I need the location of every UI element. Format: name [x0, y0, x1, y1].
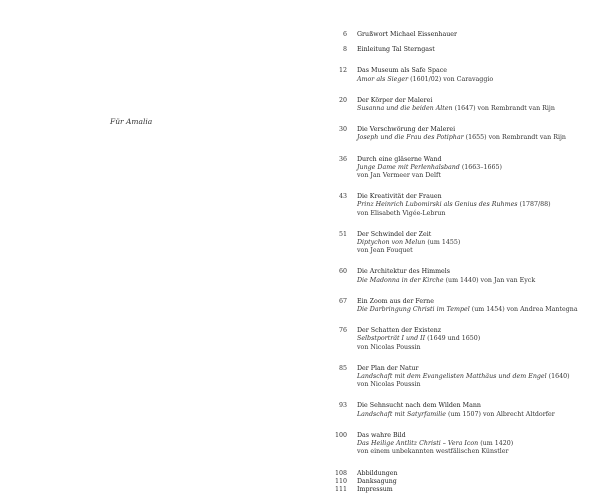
toc-work-detail: (1655) von Rembrandt van Rijn	[463, 134, 566, 142]
toc-title: Abbildungen	[357, 469, 398, 477]
toc-title: Einleitung Tal Sterngast	[357, 46, 435, 54]
toc-work-detail: (um 1507) von Albrecht Altdorfer	[445, 410, 555, 418]
toc-page-number: 60	[338, 268, 347, 276]
toc-entry	[314, 31, 589, 39]
toc-work-detail: (1787/88)	[517, 201, 551, 209]
toc-title: Danksagung	[357, 477, 397, 485]
toc-work-detail: (um 1454) von Andrea Mantegna	[469, 306, 578, 314]
toc-page-number: 93	[338, 402, 347, 410]
toc-page-number: 30	[338, 126, 347, 134]
toc-entry	[314, 126, 589, 142]
toc-work-detail: (um 1420)	[478, 440, 514, 448]
toc-title: Impressum	[357, 485, 393, 493]
toc-work-title: Susanna und die beiden Alten	[357, 105, 453, 113]
toc-entry	[314, 46, 589, 54]
toc-page-number: 110	[334, 477, 347, 485]
toc-work-detail: (um 1455)	[425, 239, 461, 247]
toc-page-number: 12	[338, 67, 347, 75]
toc-page-number: 108	[334, 469, 347, 477]
toc-page-number: 85	[338, 364, 347, 372]
toc-page-number: 20	[338, 96, 347, 104]
toc-artist: von Jan Vermeer van Delft	[357, 172, 441, 180]
toc-work-title: Prinz Heinrich Lubomirski als Genius des Ruhmes	[357, 201, 518, 209]
toc-appendix-entry	[314, 470, 589, 478]
toc-appendix-entry	[314, 478, 589, 486]
toc-artist: von Elisabeth Vigée-Lebrun	[357, 209, 446, 217]
toc-work-detail: (1663–1665)	[459, 163, 502, 171]
toc-title: Durch eine gläserne Wand	[357, 155, 442, 163]
toc-page-number: 76	[338, 327, 347, 335]
toc-title: Das Museum als Safe Space	[357, 67, 448, 75]
toc-title: Die Verschwörung der Malerei	[357, 126, 456, 134]
toc-work-title: Landschaft mit Satyrfamilie	[357, 410, 446, 418]
toc-title: Der Körper der Malerei	[357, 96, 433, 104]
toc-work-detail: (1601/02) von Caravaggio	[408, 75, 494, 83]
dedication: Für Amalia	[110, 117, 153, 126]
toc-title: Die Sehnsucht nach dem Wilden Mann	[357, 402, 481, 410]
toc-title: Grußwort Michael Eissenhauer	[357, 31, 458, 38]
toc-entry	[314, 432, 589, 457]
toc-page-number: 6	[342, 31, 347, 38]
toc-page-number: 111	[334, 485, 347, 493]
toc-entry	[314, 231, 589, 256]
toc-title: Die Kreativität der Frauen	[357, 193, 442, 201]
toc-title: Ein Zoom aus der Ferne	[357, 297, 434, 305]
table-of-contents	[314, 31, 589, 494]
toc-title: Der Schwindel der Zeit	[357, 230, 432, 238]
toc-work-title: Diptychon von Melun	[357, 239, 426, 247]
toc-work-title: Amor als Sieger	[357, 75, 409, 83]
toc-entry	[314, 327, 589, 352]
toc-page-number: 36	[338, 155, 347, 163]
toc-artist: von Nicolas Poussin	[357, 381, 421, 389]
toc-artist: von Jean Fouquet	[357, 247, 413, 255]
toc-page-number: 100	[334, 431, 347, 439]
toc-work-title: Selbstporträt I und II	[357, 335, 426, 343]
toc-work-title: Landschaft mit dem Evangelisten Matthäus und dem Engel	[357, 373, 547, 381]
toc-entry	[314, 365, 589, 390]
toc-artist: von einem unbekannten westfälischen Künstler	[357, 448, 509, 456]
toc-entry	[314, 156, 589, 181]
toc-entry	[314, 67, 589, 83]
toc-artist: von Nicolas Poussin	[357, 343, 421, 351]
toc-page-number: 51	[338, 230, 347, 238]
toc-page-number: 67	[338, 297, 347, 305]
toc-work-detail: (1647) von Rembrandt van Rijn	[452, 105, 555, 113]
toc-title: Der Schatten der Existenz	[357, 327, 442, 335]
toc-work-title: Junge Dame mit Perlenhalsband	[357, 163, 460, 171]
toc-work-detail: (1640)	[546, 373, 570, 381]
toc-title: Die Architektur des Himmels	[357, 268, 451, 276]
toc-entry	[314, 298, 589, 314]
toc-work-detail: (1649 und 1650)	[425, 335, 481, 343]
toc-page-number: 43	[338, 193, 347, 201]
toc-title: Der Plan der Natur	[357, 364, 419, 372]
toc-work-detail: (um 1440) von Jan van Eyck	[443, 276, 536, 284]
toc-entry	[314, 402, 589, 418]
toc-entry	[314, 268, 589, 284]
toc-page-number: 8	[342, 46, 347, 54]
toc-work-title: Die Madonna in der Kirche	[357, 276, 444, 284]
toc-work-title: Die Darbringung Christi im Tempel	[357, 306, 470, 314]
toc-entry	[314, 193, 589, 218]
toc-work-title: Joseph und die Frau des Potiphar	[357, 134, 464, 142]
toc-title: Das wahre Bild	[357, 431, 406, 439]
toc-work-title: Das Heilige Antlitz Christi – Vera Icon	[357, 440, 479, 448]
toc-appendix-entry	[314, 486, 589, 494]
toc-entry	[314, 97, 589, 113]
